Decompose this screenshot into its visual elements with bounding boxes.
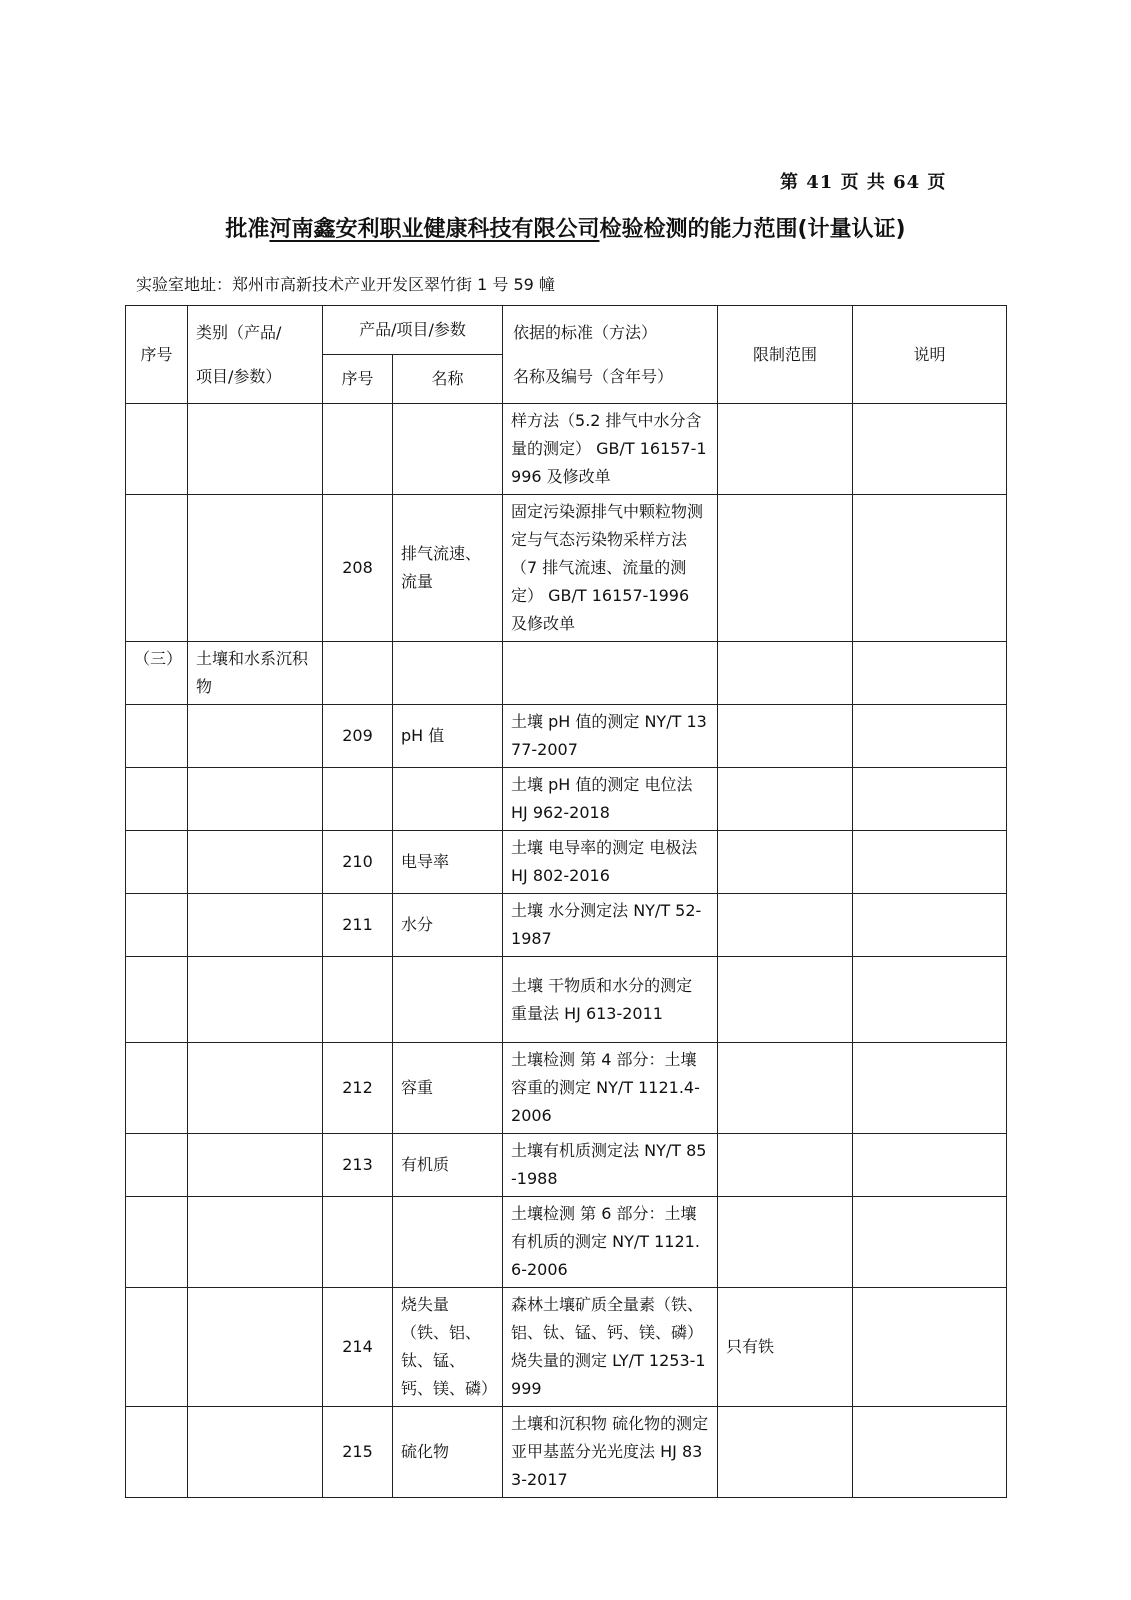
cell-seq [126,831,188,894]
cell-name: 容重 [393,1043,503,1134]
cell-category [188,831,323,894]
cell-limit [718,957,853,1043]
cell-seq [126,495,188,642]
cell-note [853,831,1007,894]
header-product-group: 产品/项目/参数 [323,306,503,355]
cell-name [393,642,503,705]
table-header [126,306,1007,404]
table-row [126,1407,1007,1498]
cell-limit [718,768,853,831]
cell-name: 烧失量（铁、铝、钛、锰、钙、镁、磷） [393,1288,503,1407]
cell-name: 排气流速、流量 [393,495,503,642]
cell-limit [718,1043,853,1134]
cell-standard: 样方法（5.2 排气中水分含量的测定） GB/T 16157-1996 及修改单 [503,404,718,495]
cell-limit [718,404,853,495]
cell-note [853,495,1007,642]
cell-no [323,957,393,1043]
cell-category [188,1197,323,1288]
cell-limit [718,495,853,642]
header-standard [503,306,718,404]
cell-no: 213 [323,1134,393,1197]
cell-standard: 土壤检测 第 4 部分：土壤容重的测定 NY/T 1121.4-2006 [503,1043,718,1134]
table-row [126,831,1007,894]
cell-note [853,642,1007,705]
cell-category [188,705,323,768]
table-row [126,957,1007,1043]
cell-category [188,1043,323,1134]
cell-category: 土壤和水系沉积物 [188,642,323,705]
cell-limit [718,1134,853,1197]
cell-seq [126,404,188,495]
header-product-name: 名称 [393,355,503,404]
cell-limit: 只有铁 [718,1288,853,1407]
cell-note [853,1197,1007,1288]
header-limit: 限制范围 [718,306,853,404]
cell-seq [126,768,188,831]
table-row [126,642,1007,705]
cell-no: 215 [323,1407,393,1498]
cell-limit [718,894,853,957]
cell-seq [126,1043,188,1134]
cell-limit [718,831,853,894]
cell-seq [126,957,188,1043]
cell-name [393,404,503,495]
cell-name [393,957,503,1043]
cell-name [393,768,503,831]
cell-seq [126,894,188,957]
table-row [126,768,1007,831]
cell-category [188,1407,323,1498]
table-row [126,705,1007,768]
cell-standard: 土壤 电导率的测定 电极法 HJ 802-2016 [503,831,718,894]
cell-note [853,1288,1007,1407]
cell-category [188,1134,323,1197]
cell-no [323,404,393,495]
header-note: 说明 [853,306,1007,404]
table-row [126,1288,1007,1407]
cell-no: 211 [323,894,393,957]
cell-standard: 土壤检测 第 6 部分：土壤有机质的测定 NY/T 1121.6-2006 [503,1197,718,1288]
table-row [126,1134,1007,1197]
cell-no [323,1197,393,1288]
cell-standard: 森林土壤矿质全量素（铁、铝、钛、锰、钙、镁、磷）烧失量的测定 LY/T 1253-1999 [503,1288,718,1407]
cell-note [853,404,1007,495]
cell-no: 212 [323,1043,393,1134]
cell-standard: 固定污染源排气中颗粒物测定与气态污染物采样方法（7 排气流速、流量的测定） GB/T 16157-1996 及修改单 [503,495,718,642]
cell-no [323,768,393,831]
table-row [126,1043,1007,1134]
cell-limit [718,1407,853,1498]
capability-table [125,305,1007,1498]
cell-seq [126,1407,188,1498]
table-row [126,495,1007,642]
title-prefix: 批准 [225,217,270,242]
cell-category [188,404,323,495]
cell-seq [126,1134,188,1197]
cell-note [853,1043,1007,1134]
cell-no: 210 [323,831,393,894]
cell-no: 208 [323,495,393,642]
cell-note [853,1407,1007,1498]
cell-seq [126,1288,188,1407]
cell-category [188,894,323,957]
title-company: 河南鑫安利职业健康科技有限公司 [269,217,600,242]
cell-category [188,957,323,1043]
cell-standard: 土壤 干物质和水分的测定 重量法 HJ 613-2011 [503,957,718,1043]
cell-standard: 土壤和沉积物 硫化物的测定 亚甲基蓝分光光度法 HJ 833-2017 [503,1407,718,1498]
cell-limit [718,705,853,768]
page-number: 第 41 页 共 64 页 [780,172,947,193]
cell-name: 水分 [393,894,503,957]
title-suffix: 检验检测的能力范围(计量认证) [599,217,906,242]
cell-category [188,768,323,831]
cell-category [188,1288,323,1407]
cell-no: 209 [323,705,393,768]
cell-name: pH 值 [393,705,503,768]
cell-no: 214 [323,1288,393,1407]
cell-limit [718,642,853,705]
cell-note [853,1134,1007,1197]
cell-seq: （三） [126,642,188,705]
cell-limit [718,1197,853,1288]
cell-name: 电导率 [393,831,503,894]
header-product-seq: 序号 [323,355,393,404]
cell-seq [126,1197,188,1288]
cell-name: 硫化物 [393,1407,503,1498]
cell-name [393,1197,503,1288]
cell-standard: 土壤 pH 值的测定 电位法 HJ 962-2018 [503,768,718,831]
header-standard-line2: 名称及编号（含年号） [513,366,674,386]
cell-seq [126,705,188,768]
cell-standard: 土壤有机质测定法 NY/T 85-1988 [503,1134,718,1197]
cell-note [853,957,1007,1043]
cell-note [853,894,1007,957]
lab-address: 实验室地址：郑州市高新技术产业开发区翠竹街 1 号 59 幢 [136,275,555,294]
cell-standard [503,642,718,705]
cell-standard: 土壤 pH 值的测定 NY/T 1377-2007 [503,705,718,768]
cell-note [853,705,1007,768]
header-category [188,306,323,404]
table-row [126,894,1007,957]
header-seq: 序号 [126,306,188,404]
header-category-line2: 项目/参数） [196,366,282,386]
cell-no [323,642,393,705]
page-title [0,212,1131,243]
header-standard-line1: 依据的标准（方法） [513,322,658,342]
cell-note [853,768,1007,831]
table-row [126,1197,1007,1288]
header-category-line1: 类别（产品/ [196,322,282,342]
table-row [126,404,1007,495]
cell-category [188,495,323,642]
cell-standard: 土壤 水分测定法 NY/T 52-1987 [503,894,718,957]
cell-name: 有机质 [393,1134,503,1197]
